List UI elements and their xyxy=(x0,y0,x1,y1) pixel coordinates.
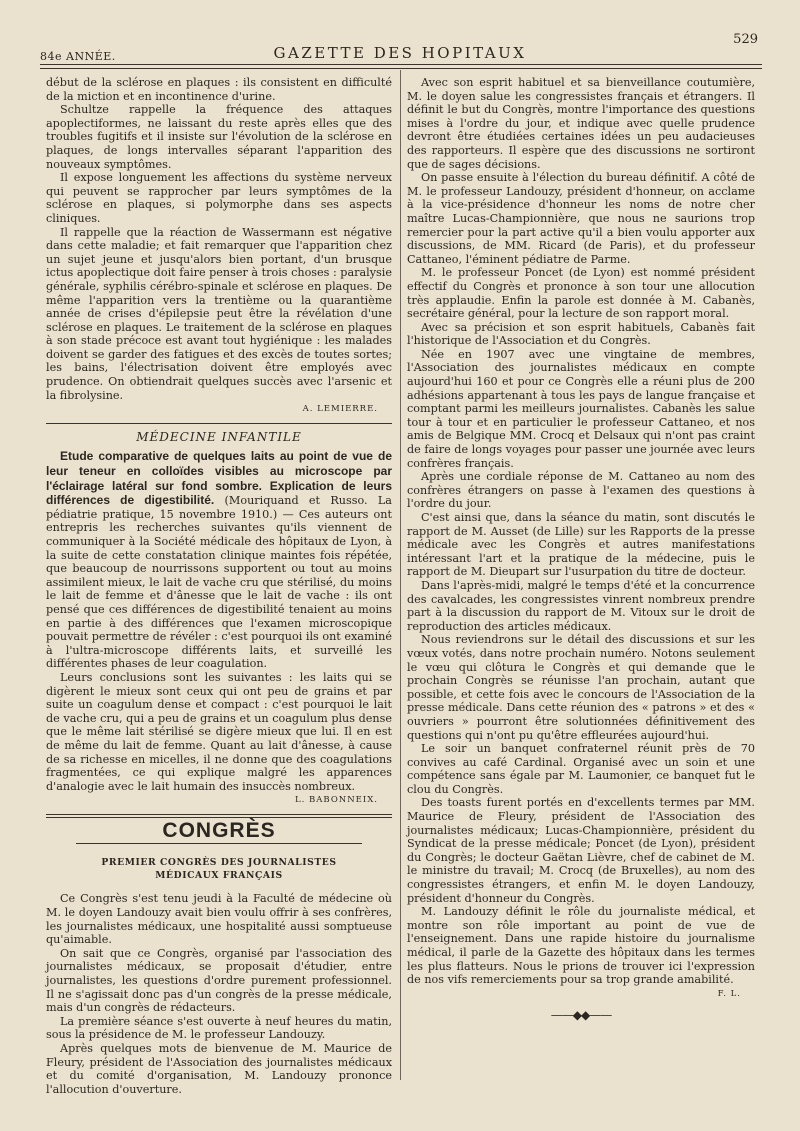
paragraph: M. le professeur Poncet (de Lyon) est nommé président effectif du Congrès et prononce à son tour une allocution très applaudie. Enfin la parole est donnée à M. Cabanès, secrétaire général, pour la lecture de son rapport moral. xyxy=(407,266,755,321)
paragraph: C'est ainsi que, dans la séance du matin, sont discutés le rapport de M. Ausset (de Lille) sur les Rapports de la presse médicale avec les Congrès et autres manifestations intéressant l'art et la pratique de la médecine, puis le rapport de M. Dieupart sur l'usurpation du titre de docteur. xyxy=(407,511,755,579)
paragraph: Il rappelle que la réaction de Wassermann est négative dans cette maladie; et fait remarquer que l'apparition chez un sujet jeune et jusqu'alors bien portant, d'un brusque ictus apoplectique doit faire penser à trois choses : paralysie générale, syphilis cérébro-spinale et sclérose en plaques. De même l'apparition vers la trentième ou la quarantième année de crises d'épilepsie peut être la révélation d'une sclérose en plaques. Le traitement de la sclérose en plaques à son stade précoce est avant tout hygiénique : les malades doivent se garder des fatigues et des excès de toutes sortes; les bains, l'électrisation doivent être employés avec prudence. On obtiendrait quelques succès avec l'arsenic et la fibrolysine. xyxy=(46,225,392,402)
section-divider xyxy=(46,814,392,815)
signature-fl: F. L. xyxy=(717,988,741,999)
paragraph: début de la sclérose en plaques : ils consistent en difficulté de la miction et en incontinence d'urine. xyxy=(46,76,392,103)
end-ornament: ——◆◆—— xyxy=(550,1008,612,1023)
paragraph: On sait que ce Congrès, organisé par l'association des journalistes médicaux, se proposait d'étudier, entre journalistes, les questions d'ordre purement professionnel. Il ne s'agissait donc pas d'un congrès de la presse médicale, mais d'un congrès de rédacteurs. xyxy=(46,946,392,1015)
section-divider-double xyxy=(46,817,392,818)
left-column xyxy=(46,76,392,1096)
article-body: — Ces auteurs ont entrepris les recherches suivantes qu'ils viennent de communiquer à la Société médicale des hôpitaux de Lyon, à la suite de cette constatation clinique maintes fois répétée, que beaucoup de nourrissons supportent ou tout au moins assimilent mieux, le lait de vache cru que stérilisé, du moins le lait de femme et d'ânesse que le lait de vache : ils ont pensé que ces différences de digestibilité tenaient au moins en partie à des différences que l'examen microscopique pouvait permettre de révéler : c'est pourquoi ils ont examiné à l'ultra-microscope différents laits, et surveillé les différentes phases de leur coagulation. xyxy=(46,507,392,671)
header-rule-top xyxy=(40,64,762,65)
paragraph: Schultze rappelle la fréquence des attaques apoplectiformes, ne laissant du reste après elles que des troubles fugitifs et il insiste sur l'évolution de la sclérose en plaques, de longs intervalles séparant l'apparition des nouveaux symptômes. xyxy=(46,103,392,171)
column-divider xyxy=(400,70,401,1080)
paragraph: Nous reviendrons sur le détail des discussions et sur les vœux votés, dans notre prochain numéro. Notons seulement le vœu qui clôtura le Congrès et qui demande que le prochain Congrès se réunisse l'an prochain, autant que possible, et cette fois avec le concours de l'Association de la presse médicale. Dans cette réunion des « patrons » et des « ouvriers » pourront être solutionnées définitivement des questions qui n'ont pu qu'être effleurées aujourd'hui. xyxy=(407,633,755,742)
paragraph: Née en 1907 avec une vingtaine de membres, l'Association des journalistes médicaux en compte aujourd'hui 160 et pour ce Congrès elle a réuni plus de 200 adhésions appartenant à tous les pays de langue française et comptant parmi les meilleurs journalistes. Cabanès les salue tour à tour et en particulier le professeur Cattaneo, et nos amis de Belgique MM. Crocq et Delsaux qui n'ont pas craint de faire de longs voyages pour passer une journée avec leurs confrères français. xyxy=(407,347,755,470)
header-rule-bottom xyxy=(40,68,762,69)
header-title: GAZETTE DES HOPITAUX xyxy=(273,44,527,62)
paragraph: Le soir un banquet confraternel réunit près de 70 convives au café Cardinal. Organisé avec un soin et une compétence sans égale par M. Laumonier, ce banquet fut le clou du Congrès. xyxy=(407,742,755,796)
congres-heading: CONGRÈS xyxy=(162,818,276,842)
congres-rule xyxy=(76,843,362,844)
article-title: Etude comparative de quelques laits au point de vue de leur teneur en colloïdes visibles au microscope par l'éclairage latéral sur fond sombre. Explication de leurs différences de digestibilité. xyxy=(46,449,392,508)
paragraph: Il expose longuement les affections du système nerveux qui peuvent se rapprocher par leurs symptômes de la sclérose en plaques, si polymorphe dans ses aspects cliniques. xyxy=(46,171,392,225)
paragraph: M. Landouzy définit le rôle du journaliste médical, et montre son rôle important au point de vue de l'enseignement. Dans une rapide histoire du journalisme médical, il parle de la Gazette des hôpitaux dans les termes les plus flatteurs. Nous le prions de trouver ici l'expression de nos vifs remerciements pour sa trop grande amabilité. xyxy=(407,905,755,987)
article-conclusions: Leurs conclusions sont les suivantes : les laits qui se digèrent le mieux sont ceux qui ont peu de grains et par suite un coagulum dense et compact : c'est pourquoi le lait de vache cru, qui a peu de grains et un coagulum plus dense que le même lait stérilisé se digère mieux que lui. Il en est de même du lait de femme. Quant au lait d'ânesse, à cause de sa richesse en micelles, il ne donne que des coagulations fragmentées, ce qui explique malgré les apparences d'analogie avec le lait humain des insuccès nombreux. xyxy=(46,670,392,793)
paragraph: Dans l'après-midi, malgré le temps d'été et la concurrence des cavalcades, les congressistes vinrent nombreux prendre part à la discussion du rapport de M. Vitoux sur le droit de reproduction des articles médicaux. xyxy=(407,578,755,633)
paragraph: Après une cordiale réponse de M. Cattaneo au nom des confrères étrangers on passe à l'examen des questions à l'ordre du jour. xyxy=(407,470,755,511)
article-paragraph xyxy=(46,449,392,671)
paragraph: Des toasts furent portés en d'excellents termes par MM. Maurice de Fleury, président de l'Association des journalistes médicaux; Lucas-Championnière, président du Syndicat de la presse médicale; Poncet (de Lyon), président du Congrès; le docteur Gaëtan Lièvre, chef de cabinet de M. le ministre du travail; M. Crocq (de Bruxelles), au nom des congressistes étrangers, et enfin M. le doyen Landouzy, président d'honneur du Congrès. xyxy=(407,796,755,905)
congres-subtitle-line: MÉDICAUX FRANÇAIS xyxy=(155,870,283,882)
congres-subtitle xyxy=(46,856,392,882)
paragraph: Ce Congrès s'est tenu jeudi à la Faculté de médecine où M. le doyen Landouzy avait bien voulu offrir à ses confrères, les journalistes médicaux, une hospitalité aussi somptueuse qu'aimable. xyxy=(46,892,392,947)
paragraph: Avec son esprit habituel et sa bienveillance coutumière, M. le doyen salue les congressistes français et étrangers. Il définit le but du Congrès, montre l'importance des questions mises à l'ordre du jour, et indique avec quelle prudence devront être étudiées certaines idées un peu audacieuses des rapporteurs. Il espère que des discussions ne sortiront que de sages décisions. xyxy=(407,76,755,171)
signature-babonneix: L. BABONNEIX. xyxy=(295,795,378,806)
page-number: 529 xyxy=(733,32,758,47)
right-column xyxy=(407,76,755,1023)
article-reference: (Mouriquand et Russo. La pédiatrie pratique, 15 novembre 1910.) xyxy=(46,494,392,521)
paragraph: Après quelques mots de bienvenue de M. Maurice de Fleury, président de l'Association des journalistes médicaux et du comité d'organisation, M. Landouzy prononce l'allocution d'ouverture. xyxy=(46,1042,392,1096)
congres-subtitle-line: PREMIER CONGRÈS DES JOURNALISTES xyxy=(101,857,337,869)
header-year: 84e ANNÉE. xyxy=(40,50,116,63)
section-title-medecine-infantile: MÉDECINE INFANTILE xyxy=(136,429,302,444)
signature-lemierre: A. LEMIERRE. xyxy=(302,404,378,415)
paragraph: Avec sa précision et son esprit habituels, Cabanès fait l'historique de l'Association et du Congrès. xyxy=(407,320,755,348)
section-divider xyxy=(46,423,392,424)
paragraph: La première séance s'est ouverte à neuf heures du matin, sous la présidence de M. le professeur Landouzy. xyxy=(46,1014,392,1042)
paragraph: On passe ensuite à l'élection du bureau définitif. A côté de M. le professeur Landouzy, président d'honneur, on acclame à la vice-présidence d'honneur les noms de notre cher maître Lucas-Championnière, que nous ne saurions trop remercier pour la part active qu'il a bien voulu apporter aux discussions, de MM. Ricard (de Paris), et du professeur Cattaneo, l'éminent pédiatre de Parme. xyxy=(407,171,755,266)
